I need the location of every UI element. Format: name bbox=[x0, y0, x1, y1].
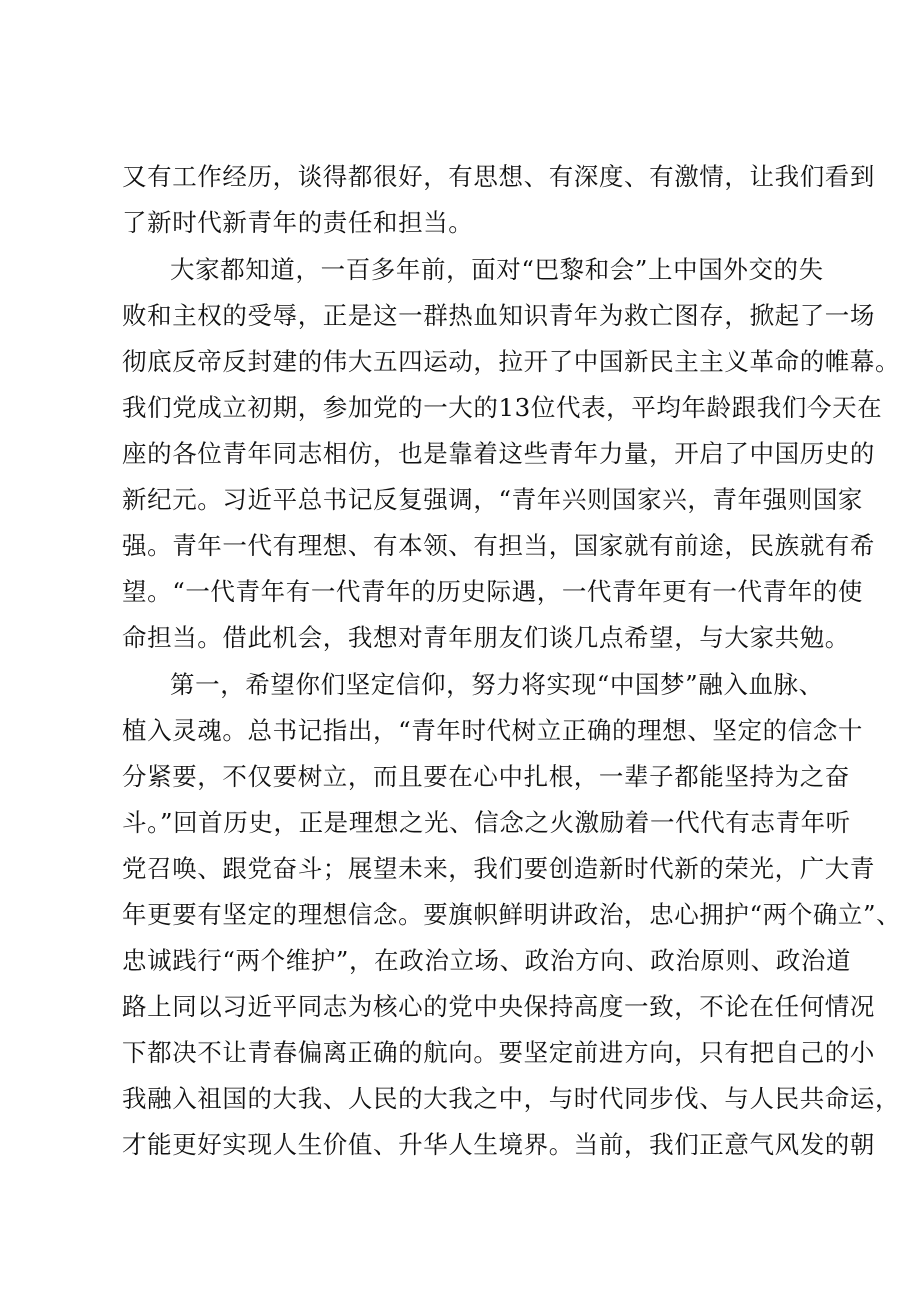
text-line: 又有工作经历，谈得都很好，有思想、有深度、有激情，让我们看到 bbox=[122, 162, 875, 191]
text-line: 了新时代新青年的责任和担当。 bbox=[122, 208, 474, 237]
text-line: 新纪元。习近平总书记反复强调，“青年兴则国家兴，青年强则国家 bbox=[122, 485, 864, 514]
text-line: 下都决不让青春偏离正确的航向。要坚定前进方向，只有把自己的小 bbox=[122, 1038, 875, 1067]
text-line: 我融入祖国的大我、人民的大我之中，与时代同步伐、与人民共命运， bbox=[122, 1084, 901, 1113]
text-line: 强。青年一代有理想、有本领、有担当，国家就有前途，民族就有希 bbox=[122, 531, 875, 560]
text-line: 望。“一代青年有一代青年的历史际遇，一代青年更有一代青年的使 bbox=[122, 577, 864, 606]
text-line: 路上同以习近平同志为核心的党中央保持高度一致，不论在任何情况 bbox=[122, 992, 875, 1021]
text-line: 才能更好实现人生价值、升华人生境界。当前，我们正意气风发的朝 bbox=[122, 1130, 875, 1159]
text-line: 彻底反帝反封建的伟大五四运动，拉开了中国新民主主义革命的帷幕。 bbox=[122, 347, 901, 376]
paragraph-start-line: 第一，希望你们坚定信仰，努力将实现“中国梦”融入血脉、 bbox=[170, 670, 824, 699]
text-line: 败和主权的受辱，正是这一群热血知识青年为救亡图存，掀起了一场 bbox=[122, 301, 875, 330]
text-line: 分紧要，不仅要树立，而且要在心中扎根，一辈子都能坚持为之奋 bbox=[122, 762, 850, 791]
text-line: 命担当。借此机会，我想对青年朋友们谈几点希望，与大家共勉。 bbox=[122, 623, 850, 652]
text-line: 座的各位青年同志相仿，也是靠着这些青年力量，开启了中国历史的 bbox=[122, 439, 875, 468]
text-line: 年更要有坚定的理想信念。要旗帜鲜明讲政治，忠心拥护“两个确立”、 bbox=[122, 900, 902, 929]
paragraph-start-line: 大家都知道，一百多年前，面对“巴黎和会”上中国外交的失 bbox=[170, 255, 824, 284]
text-line: 植入灵魂。总书记指出，“青年时代树立正确的理想、坚定的信念十 bbox=[122, 716, 864, 745]
text-line: 斗。”回首历史，正是理想之光、信念之火激励着一代代有志青年听 bbox=[122, 808, 851, 837]
text-line: 我们党成立初期，参加党的一大的13位代表，平均年龄跟我们今天在 bbox=[122, 393, 883, 422]
text-line: 党召唤、跟党奋斗；展望未来，我们要创造新时代新的荣光，广大青 bbox=[122, 854, 875, 883]
text-line: 忠诚践行“两个维护”，在政治立场、政治方向、政治原则、政治道 bbox=[122, 946, 852, 975]
